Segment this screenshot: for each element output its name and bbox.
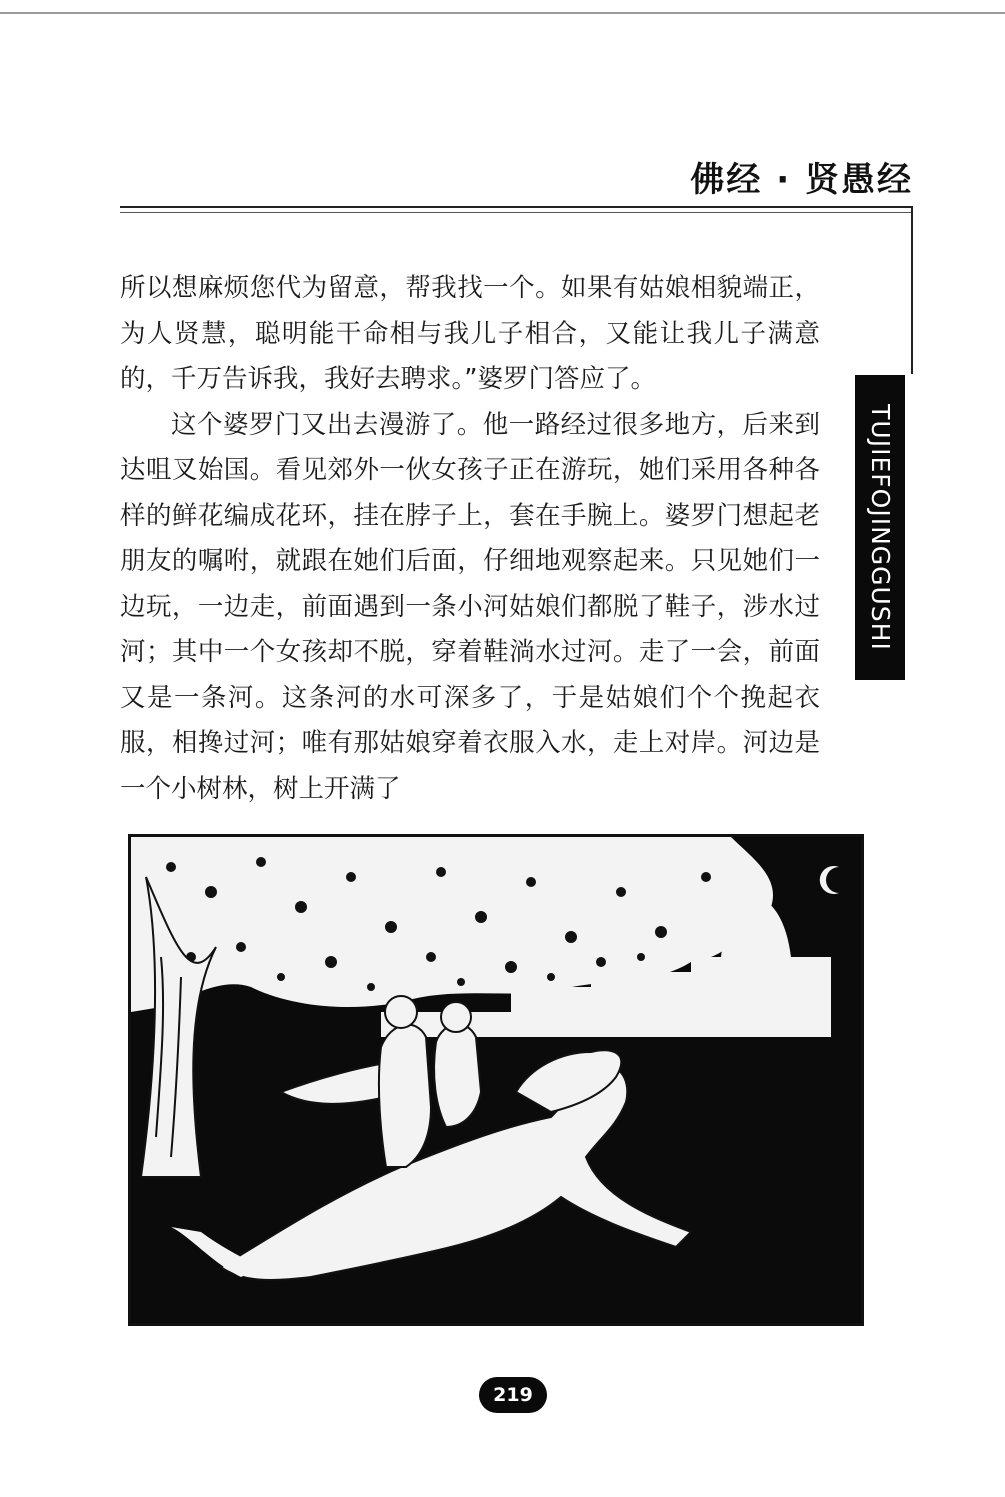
side-tab <box>855 375 905 680</box>
running-header-title: 佛经 · 贤愚经 <box>690 160 913 200</box>
side-tab-label: TUJIEFOJINGGUSHI <box>865 404 895 651</box>
rider-one <box>379 1025 431 1167</box>
body-text <box>120 266 820 812</box>
rider-two <box>434 1024 481 1127</box>
illustration-art <box>131 837 861 1323</box>
top-divider <box>0 12 1005 14</box>
paragraph-2: 这个婆罗门又出去漫游了。他一路经过很多地方，后来到达咀叉始国。看见郊外一伙女孩子正在游玩，她们采用各种各样的鲜花编成花环，挂在脖子上，套在手腕上。婆罗门想起老朋友的嘱咐，就跟在她们后面，仔细地观察起来。只见她们一边玩，一边走，前面遇到一条小河姑娘们都脱了鞋子，涉水过河；其中一个女孩却不脱，穿着鞋淌水过河。走了一会，前面又是一条河。这条河的水可深多了，于是姑娘们个个挽起衣服，相搀过河；唯有那姑娘穿着衣服入水，走上对岸。河边是一个小树林，树上开满了 <box>120 409 820 804</box>
side-rule <box>911 206 913 374</box>
page-number: 219 <box>479 1377 547 1413</box>
header-rule <box>120 206 913 208</box>
night-riders-illustration <box>128 834 864 1326</box>
paragraph-1: 所以想麻烦您代为留意，帮我找一个。如果有姑娘相貌端正，为人贤慧，聪明能干命相与我儿子相合，又能让我儿子满意的，千万告诉我，我好去聘求。”婆罗门答应了。 <box>120 273 820 394</box>
header-rule-thin <box>120 212 913 213</box>
